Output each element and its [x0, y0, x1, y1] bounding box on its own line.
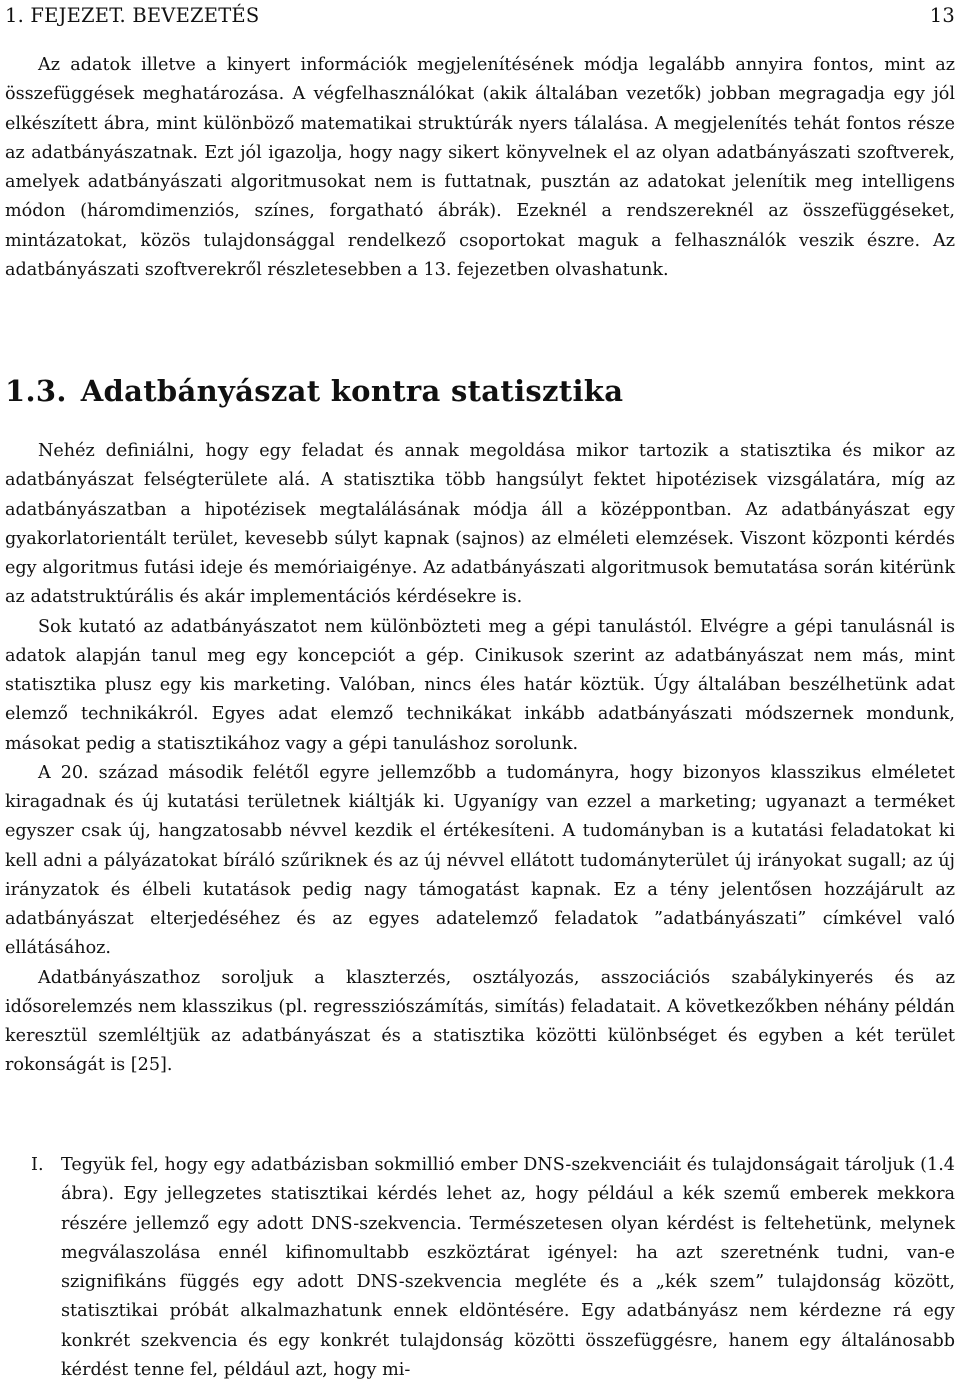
paragraph: Adatbányászathoz soroljuk a klaszterzés, osztályozás, asszociációs szabálykinyerés és az idősorelemzés nem klasszikus (pl. regressziószámítás, simítás) feladatait. A következőkben néhány példán keresztül szemléltjük az adatbányászat és a statisztika közötti különbséget és egyben a két terület rokonságát is [25]. — [5, 967, 955, 1076]
section-heading — [5, 374, 623, 408]
chapter-heading: 1. FEJEZET. BEVEZETÉS — [5, 4, 260, 27]
section-body — [5, 437, 955, 1081]
intro-text-block — [5, 51, 955, 285]
list-item-marker: I. — [31, 1155, 44, 1175]
section-title: Adatbányászat kontra statisztika — [80, 374, 624, 408]
list-item-text: Tegyük fel, hogy egy adatbázisban sokmillió ember DNS-szekvenciáit és tulajdonságait tároljuk (1.4 ábra). Egy jellegzetes statisztikai kérdés lehet az, hogy például a kék szemű emberek mekkora részére jellemző egy adott DNS-szekvencia. Természetesen olyan kérdést is feltehetünk, melynek megválaszolása ennél kifinomultabb eszköztárat igényel: ha azt szeretnénk tudni, van-e szignifikáns függés egy adott DNS-szekvencia megléte és a „kék szem” tulajdonság között, statisztikai próbát alkalmazhatunk ennek eldöntésére. Egy adatbányász nem kérdezne rá egy konkrét szekvencia és egy konkrét tulajdonság közötti összefüggésre, hanem egy általánosabb kérdést tenne fel, például azt, hogy mi- — [61, 1155, 955, 1380]
paragraph: Sok kutató az adatbányászatot nem különbözteti meg a gépi tanulástól. Elvégre a gépi tanulásnál is adatok alapján tanul meg egy koncepciót a gép. Cinikusok szerint az adatbányászat nem más, mint statisztika plusz egy kis marketing. Valóban, nincs éles határ köztük. Úgy általában beszélhetünk adat elemző technikákról. Egyes adat elemző technikákat inkább adatbányászati módszernek mondunk, másokat pedig a statisztikához vagy a gépi tanuláshoz sorolunk. — [5, 616, 955, 754]
enumerated-list — [5, 1151, 955, 1385]
section-number: 1.3. — [5, 374, 67, 408]
running-header — [5, 4, 955, 34]
intro-paragraph: Az adatok illetve a kinyert információk megjelenítésének módja legalább annyira fontos, mint az összefüggések meghatározása. A végfelhasználókat (akik általában vezetők) jobban megragadja egy jól elkészített ábra, mint különböző matematikai struktúrák nyers tálalása. A megjelenítés tehát fontos része az adatbányászatnak. Ezt jól igazolja, hogy nagy sikert könyvelnek el az olyan adatbányászati szoftverek, amelyek adatbányászati algoritmusokat nem is futtatnak, pusztán az adatokat jelenítik meg intelligens módon (háromdimenziós, színes, forgatható ábrák). Ezeknél a rendszereknél az összefüggéseket, mintázatokat, közös tulajdonsággal rendelkező csoportokat maguk a felhasználók veszik észre. Az adatbányászati szoftverekről részletesebben a 13. fejezetben olvashatunk. — [5, 55, 955, 280]
page-number: 13 — [929, 4, 955, 27]
paragraph: A 20. század második felétől egyre jellemzőbb a tudományra, hogy bizonyos klasszikus elméletet kiragadnak és új kutatási területnek kiáltják ki. Ugyanígy van ezzel a marketing; ugyanazt a terméket egyszer csak új, hangzatosabb névvel kezdik el értékesíteni. A tudományban is a kutatási feladatokat ki kell adni a pályázatokat bíráló szűriknek és az új névvel ellátott tudományterület új irányokat sugall; az új irányzatok és élbeli kutatások pedig nagy támogatást kapnak. Ez a tény jelentősen hozzájárult az adatbányászat elterjedéséhez és az egyes adatelemző feladatok ”adatbányászati” címkével való ellátásához. — [5, 762, 955, 959]
list-item — [5, 1151, 955, 1385]
paragraph: Nehéz definiálni, hogy egy feladat és annak megoldása mikor tartozik a statisztika és mikor az adatbányászat felségterülete alá. A statisztika több hangsúlyt fektet hipotézisek vizsgálatára, míg az adatbányászatban a hipotézisek megtalálásának módja áll a középpontban. Az adatbányászat egy gyakorlatorientált terület, kevesebb súlyt kapnak (sajnos) az elméleti elemzések. Viszont központi kérdés egy algoritmus futási ideje és memóriaigénye. Az adatbányászati algoritmusok bemutatása során kitérünk az adatstruktúrális és akár implementációs kérdésekre is. — [5, 441, 955, 608]
